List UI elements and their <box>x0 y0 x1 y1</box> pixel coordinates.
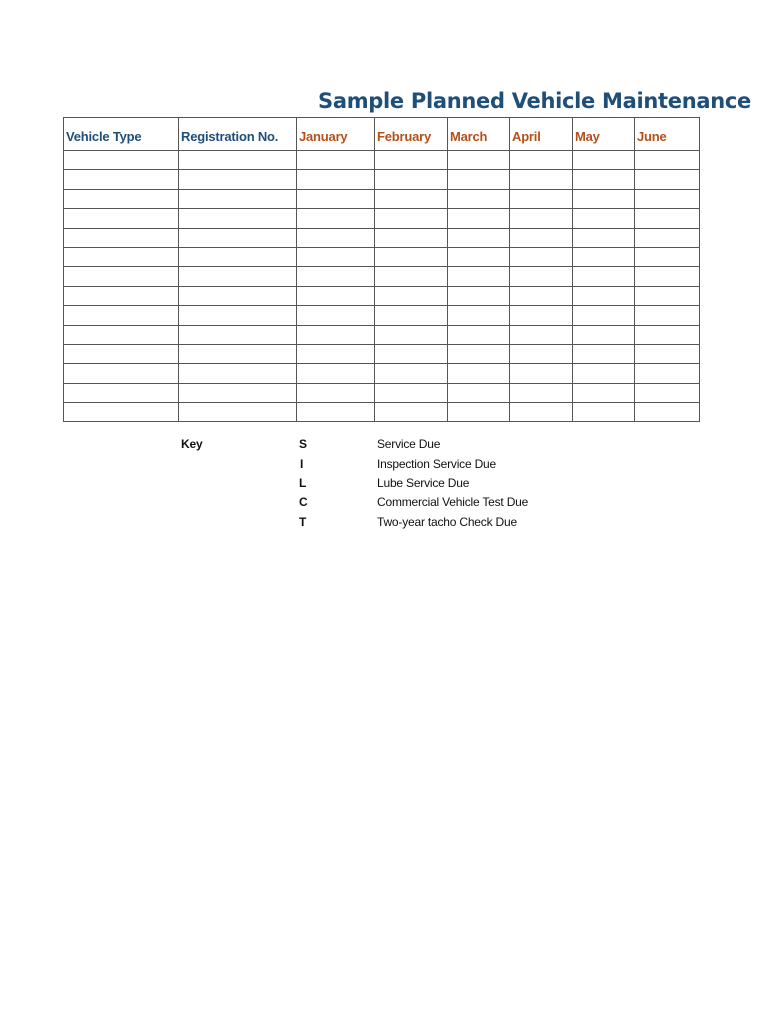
table-cell[interactable] <box>297 403 375 422</box>
table-cell[interactable] <box>297 209 375 228</box>
table-row <box>64 325 700 344</box>
table-cell[interactable] <box>573 189 635 208</box>
table-row <box>64 267 700 286</box>
table-cell[interactable] <box>635 209 700 228</box>
table-cell[interactable] <box>448 403 510 422</box>
table-row <box>64 170 700 189</box>
header-march: March <box>448 118 510 151</box>
table-cell[interactable] <box>297 383 375 402</box>
table-row <box>64 151 700 170</box>
table-cell[interactable] <box>375 403 448 422</box>
table-cell[interactable] <box>64 306 179 325</box>
table-cell[interactable] <box>448 209 510 228</box>
table-cell[interactable] <box>635 344 700 363</box>
table-cell[interactable] <box>297 247 375 266</box>
legend-code: S <box>299 437 307 451</box>
table-cell[interactable] <box>179 364 297 383</box>
table-row <box>64 344 700 363</box>
table-cell[interactable] <box>297 267 375 286</box>
table-cell[interactable] <box>510 403 573 422</box>
table-cell[interactable] <box>510 286 573 305</box>
table-row <box>64 286 700 305</box>
table-cell[interactable] <box>179 286 297 305</box>
legend-desc: Two-year tacho Check Due <box>377 515 517 529</box>
table-cell[interactable] <box>573 325 635 344</box>
header-january: January <box>297 118 375 151</box>
table-cell[interactable] <box>64 364 179 383</box>
table-cell[interactable] <box>179 151 297 170</box>
table-cell[interactable] <box>179 247 297 266</box>
table-cell[interactable] <box>448 189 510 208</box>
table-cell[interactable] <box>448 286 510 305</box>
table-body <box>64 151 700 422</box>
table-cell[interactable] <box>297 151 375 170</box>
table-cell[interactable] <box>510 209 573 228</box>
table-cell[interactable] <box>375 306 448 325</box>
table-cell[interactable] <box>448 325 510 344</box>
header-registration-no: Registration No. <box>179 118 297 151</box>
legend-code: I <box>300 457 304 471</box>
table-cell[interactable] <box>573 286 635 305</box>
table-cell[interactable] <box>297 170 375 189</box>
table-cell[interactable] <box>64 286 179 305</box>
table-cell[interactable] <box>510 325 573 344</box>
table-row <box>64 189 700 208</box>
table-cell[interactable] <box>375 383 448 402</box>
table-cell[interactable] <box>635 306 700 325</box>
table-cell[interactable] <box>297 325 375 344</box>
table-row <box>64 228 700 247</box>
table-cell[interactable] <box>64 151 179 170</box>
table-cell[interactable] <box>573 170 635 189</box>
table-cell[interactable] <box>179 209 297 228</box>
table-cell[interactable] <box>64 228 179 247</box>
table-cell[interactable] <box>510 344 573 363</box>
table-cell[interactable] <box>448 344 510 363</box>
table-cell[interactable] <box>448 228 510 247</box>
table-cell[interactable] <box>635 383 700 402</box>
table-row <box>64 383 700 402</box>
table-row <box>64 403 700 422</box>
table-cell[interactable] <box>297 364 375 383</box>
table-cell[interactable] <box>179 403 297 422</box>
legend-code: C <box>299 495 308 509</box>
table-cell[interactable] <box>64 189 179 208</box>
table-cell[interactable] <box>573 344 635 363</box>
table-cell[interactable] <box>573 228 635 247</box>
table-row <box>64 306 700 325</box>
legend-code: L <box>299 476 307 490</box>
table-cell[interactable] <box>448 170 510 189</box>
table-cell[interactable] <box>448 306 510 325</box>
table-cell[interactable] <box>510 383 573 402</box>
table-cell[interactable] <box>635 286 700 305</box>
table-cell[interactable] <box>448 247 510 266</box>
table-cell[interactable] <box>635 247 700 266</box>
title-clip <box>0 84 751 118</box>
table-cell[interactable] <box>64 344 179 363</box>
table-cell[interactable] <box>573 383 635 402</box>
table-cell[interactable] <box>64 209 179 228</box>
table-cell[interactable] <box>375 325 448 344</box>
table-cell[interactable] <box>375 344 448 363</box>
table-cell[interactable] <box>297 344 375 363</box>
table-cell[interactable] <box>510 189 573 208</box>
table-cell[interactable] <box>297 228 375 247</box>
table-cell[interactable] <box>64 325 179 344</box>
table-cell[interactable] <box>375 151 448 170</box>
table-cell[interactable] <box>179 267 297 286</box>
table-cell[interactable] <box>297 286 375 305</box>
legend-desc: Inspection Service Due <box>377 457 496 471</box>
table-cell[interactable] <box>573 364 635 383</box>
header-april: April <box>510 118 573 151</box>
legend-code: T <box>299 515 307 529</box>
table-cell[interactable] <box>179 344 297 363</box>
table-cell[interactable] <box>448 151 510 170</box>
table-cell[interactable] <box>510 228 573 247</box>
header-vehicle-type: Vehicle Type <box>64 118 179 151</box>
table-cell[interactable] <box>510 170 573 189</box>
table-cell[interactable] <box>573 209 635 228</box>
table-cell[interactable] <box>297 306 375 325</box>
table-row <box>64 209 700 228</box>
table-cell[interactable] <box>635 228 700 247</box>
table-cell[interactable] <box>297 189 375 208</box>
table-cell[interactable] <box>510 247 573 266</box>
table-cell[interactable] <box>448 364 510 383</box>
table-cell[interactable] <box>375 267 448 286</box>
table-cell[interactable] <box>375 247 448 266</box>
header-june: June <box>635 118 700 151</box>
table-cell[interactable] <box>510 151 573 170</box>
table-cell[interactable] <box>375 209 448 228</box>
table-cell[interactable] <box>375 170 448 189</box>
table-cell[interactable] <box>510 267 573 286</box>
legend-label: Key <box>181 437 203 451</box>
table-cell[interactable] <box>573 151 635 170</box>
table-cell[interactable] <box>64 170 179 189</box>
table-cell[interactable] <box>375 189 448 208</box>
legend-desc: Commercial Vehicle Test Due <box>377 495 529 509</box>
table-cell[interactable] <box>510 306 573 325</box>
table-cell[interactable] <box>375 228 448 247</box>
table-cell[interactable] <box>179 306 297 325</box>
legend-desc: Service Due <box>377 437 441 451</box>
header-may: May <box>573 118 635 151</box>
table-cell[interactable] <box>448 383 510 402</box>
table-row <box>64 364 700 383</box>
table-row <box>64 247 700 266</box>
table-cell[interactable] <box>635 170 700 189</box>
table-cell[interactable] <box>375 364 448 383</box>
table-cell[interactable] <box>573 306 635 325</box>
table-cell[interactable] <box>179 325 297 344</box>
table-cell[interactable] <box>179 170 297 189</box>
table-cell[interactable] <box>179 228 297 247</box>
maintenance-table <box>63 117 700 422</box>
table-cell[interactable] <box>573 247 635 266</box>
table-cell[interactable] <box>635 189 700 208</box>
table-cell[interactable] <box>635 364 700 383</box>
table-cell[interactable] <box>510 364 573 383</box>
table-cell[interactable] <box>64 383 179 402</box>
header-row <box>64 118 700 151</box>
header-february: February <box>375 118 448 151</box>
table-cell[interactable] <box>573 403 635 422</box>
legend-desc: Lube Service Due <box>377 476 470 490</box>
table-cell[interactable] <box>64 403 179 422</box>
table-cell[interactable] <box>64 267 179 286</box>
table-cell[interactable] <box>179 383 297 402</box>
table-cell[interactable] <box>375 286 448 305</box>
table-cell[interactable] <box>64 247 179 266</box>
table-cell[interactable] <box>635 267 700 286</box>
table-cell[interactable] <box>179 189 297 208</box>
page-title: Sample Planned Vehicle Maintenance <box>318 89 751 113</box>
table-cell[interactable] <box>635 403 700 422</box>
table-cell[interactable] <box>573 267 635 286</box>
table-cell[interactable] <box>635 151 700 170</box>
table-cell[interactable] <box>448 267 510 286</box>
table-cell[interactable] <box>635 325 700 344</box>
